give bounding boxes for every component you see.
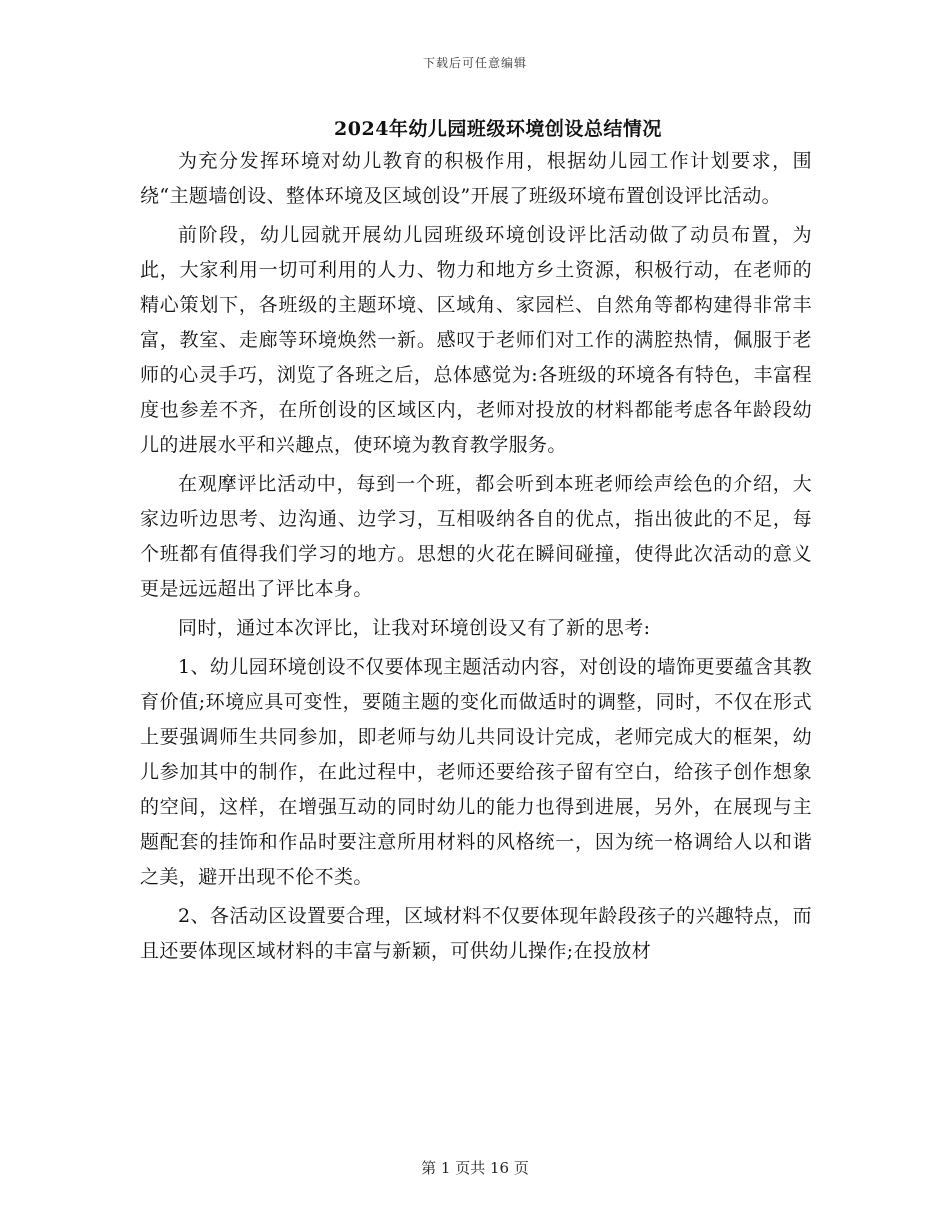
paragraph-3: 在观摩评比活动中，每到一个班，都会听到本班老师绘声绘色的介绍，大家边听边思考、边沟通、边学习，互相吸纳各自的优点，指出彼此的不足，每个班都有值得我们学习的地方。思想的火花在瞬间碰撞，使得此次活动的意义更是远远超出了评比本身。: [140, 473, 812, 600]
page-number: 第 1 页共 16 页: [421, 1159, 529, 1177]
header-note: 下载后可任意编辑: [422, 56, 527, 70]
paragraph-2: 前阶段，幼儿园就开展幼儿园班级环境创设评比活动做了动员布置，为此，大家利用一切可利用的人力、物力和地方乡土资源，积极行动，在老师的精心策划下，各班级的主题环境、区域角、家园栏、自然角等都构建得非常丰富，教室、走廊等环境焕然一新。感叹于老师们对工作的满腔热情，佩服于老师的心灵手巧，浏览了各班之后，总体感觉为:各班级的环境各有特色，丰富程度也参差不齐，在所创设的区域区内，老师对投放的材料都能考虑各年龄段幼儿的进展水平和兴趣点，使环境为教育教学服务。: [140, 224, 812, 456]
paragraph-5: 1、幼儿园环境创设不仅要体现主题活动内容，对创设的墙饰更要蕴含其教育价值;环境应具可变性，要随主题的变化而做适时的调整，同时，不仅在形式上要强调师生共同参加，即老师与幼儿共同设计完成，老师完成大的框架，幼儿参加其中的制作，在此过程中，老师还要给孩子留有空白，给孩子创作想象的空间，这样，在增强互动的同时幼儿的能力也得到进展，另外，在展现与主题配套的挂饰和作品时要注意所用材料的风格统一，因为统一格调给人以和谐之美，避开出现不伦不类。: [140, 656, 812, 888]
paragraph-4: 同时，通过本次评比，让我对环境创设又有了新的思考:: [178, 617, 651, 639]
document-body: [140, 144, 812, 973]
paragraph-1: 为充分发挥环境对幼儿教育的积极作用，根据幼儿园工作计划要求，围绕“主题墙创设、整体环境及区域创设”开展了班级环境布置创设评比活动。: [140, 150, 812, 207]
paragraph-6: 2、各活动区设置要合理，区域材料不仅要体现年龄段孩子的兴趣特点，而且还要体现区域材料的丰富与新颖，可供幼儿操作;在投放材: [140, 905, 812, 962]
document-title: 2024年幼儿园班级环境创设总结情况: [334, 118, 662, 140]
